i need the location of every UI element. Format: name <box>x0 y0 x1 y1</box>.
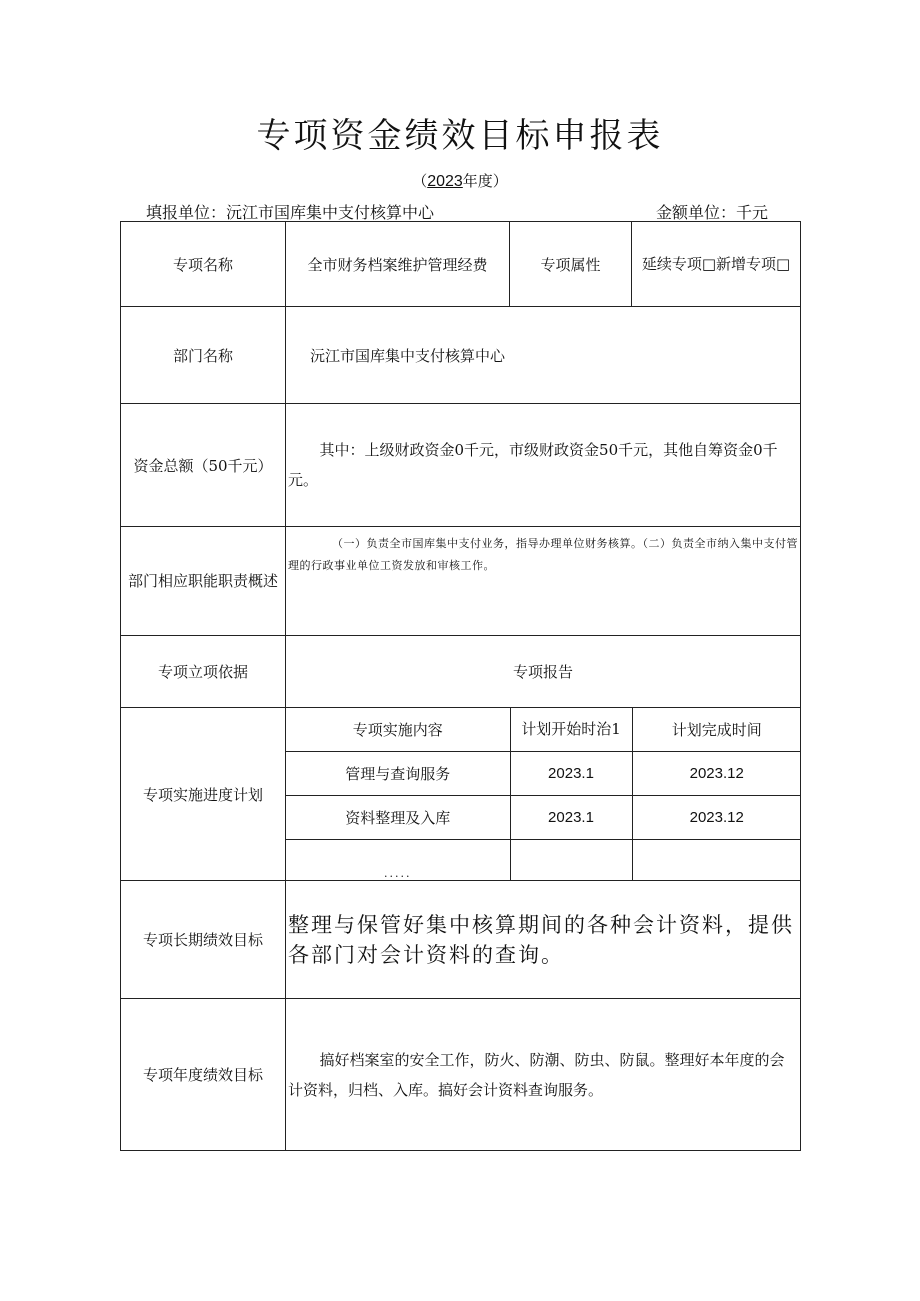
project-attr-value: 延续专项□新增专项□ <box>632 222 801 307</box>
schedule-table <box>286 708 801 880</box>
duties-value: （一）负责全市国库集中支付业务，指导办理单位财务核算。（二）负责全市纳入集中支付管理的行政事业单位工资发放和审核工作。 <box>286 527 801 636</box>
funds-value: 其中：上级财政资金0千元，市级财政资金50千元，其他自筹资金0千元。 <box>286 404 801 527</box>
filing-unit: 填报单位：沅江市国库集中支付核算中心 <box>146 203 435 222</box>
schedule-content: 管理与查询服务 <box>286 751 510 795</box>
row-duties <box>121 527 801 636</box>
annual-value: 搞好档案室的安全工作，防火、防潮、防虫、防鼠。整理好本年度的会计资料，归档、入库。搞好会计资料查询服务。 <box>286 999 801 1151</box>
schedule-row <box>286 751 801 795</box>
schedule-label: 专项实施进度计划 <box>121 708 286 881</box>
basis-value: 专项报告 <box>286 636 801 708</box>
long-term-value: 整理与保管好集中核算期间的各种会计资料，提供各部门对会计资料的查询。 <box>286 881 801 999</box>
row-annual <box>121 999 801 1151</box>
project-attr-label: 专项属性 <box>510 222 632 307</box>
annual-label: 专项年度绩效目标 <box>121 999 286 1151</box>
year-line <box>0 170 920 191</box>
schedule-header-row <box>286 708 801 751</box>
schedule-start: 2023.1 <box>510 795 632 839</box>
year-value: 2023 <box>427 173 463 190</box>
schedule-row <box>286 795 801 839</box>
amount-unit: 金额单位：千元 <box>656 203 769 222</box>
row-funds <box>121 404 801 527</box>
long-term-label: 专项长期绩效目标 <box>121 881 286 999</box>
department-value: 沅江市国库集中支付核算中心 <box>286 307 801 404</box>
application-form-table <box>120 221 801 1151</box>
year-open: （ <box>412 172 428 190</box>
form-title: 专项资金绩效目标申报表 <box>256 116 664 156</box>
row-basis <box>121 636 801 708</box>
schedule-content: ..... <box>286 839 510 880</box>
schedule-content: 资料整理及入库 <box>286 795 510 839</box>
year-suffix: 年度） <box>462 172 508 190</box>
duties-label: 部门相应职能职责概述 <box>121 527 286 636</box>
project-name-label: 专项名称 <box>121 222 286 307</box>
schedule-row <box>286 839 801 880</box>
row-department <box>121 307 801 404</box>
schedule-header-start: 计划开始时治1 <box>510 708 632 751</box>
row-long-term <box>121 881 801 999</box>
schedule-header-end: 计划完成时间 <box>632 708 801 751</box>
schedule-end: 2023.12 <box>632 795 801 839</box>
row-project-name <box>121 222 801 307</box>
schedule-end: 2023.12 <box>632 751 801 795</box>
schedule-end <box>632 839 801 880</box>
row-schedule <box>121 708 801 881</box>
department-label: 部门名称 <box>121 307 286 404</box>
schedule-header-content: 专项实施内容 <box>286 708 510 751</box>
funds-label: 资金总额（50千元） <box>121 404 286 527</box>
basis-label: 专项立项依据 <box>121 636 286 708</box>
schedule-start: 2023.1 <box>510 751 632 795</box>
schedule-start <box>510 839 632 880</box>
project-name-value: 全市财务档案维护管理经费 <box>286 222 510 307</box>
